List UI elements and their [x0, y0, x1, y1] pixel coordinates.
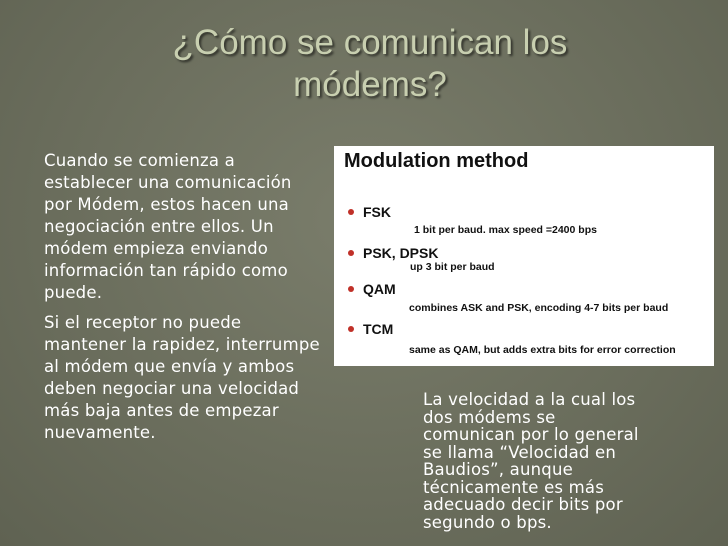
- modulation-item: [348, 245, 438, 261]
- modulation-item-label: QAM: [363, 281, 396, 297]
- modulation-item-desc: combines ASK and PSK, encoding 4-7 bits per baud: [409, 302, 669, 314]
- modulation-method-image: [334, 146, 714, 366]
- bullet-icon: [348, 286, 354, 292]
- bullet-icon: [348, 326, 354, 332]
- modulation-item-label: PSK, DPSK: [363, 245, 439, 261]
- paragraph: Si el receptor no puede mantener la rapidez, interrumpe al módem que envía y ambos deben negociar una velocidad más baja antes de empezar nuevamente.: [44, 313, 320, 442]
- modulation-item-label: TCM: [363, 321, 394, 337]
- right-text-block: La velocidad a la cual los dos módems se comunican por lo general se llama “Velocidad en Baudios”, aunque técnicamente es más adecuado decir bits por segundo o bps.: [423, 390, 639, 532]
- paragraph: Cuando se comienza a establecer una comunicación por Módem, estos hacen una negociación entre ellos. Un módem empieza enviando información tan rápido como puede.: [44, 151, 292, 302]
- modulation-item-label: FSK: [363, 204, 391, 220]
- bullet-icon: [348, 209, 354, 215]
- modulation-title: Modulation method: [344, 150, 529, 172]
- slide-title-line: ¿Cómo se comunican los: [172, 23, 568, 62]
- bullet-icon: [348, 250, 354, 256]
- modulation-item-desc: 1 bit per baud. max speed =2400 bps: [414, 224, 597, 236]
- left-text-block: [44, 150, 320, 452]
- modulation-item-desc: same as QAM, but adds extra bits for error correction: [409, 344, 676, 356]
- modulation-item: [348, 321, 393, 337]
- slide-title: [90, 22, 650, 106]
- slide-title-line: módems?: [293, 65, 447, 104]
- modulation-item-desc: up 3 bit per baud: [410, 261, 495, 273]
- modulation-item: [348, 204, 391, 220]
- modulation-item: [348, 281, 396, 297]
